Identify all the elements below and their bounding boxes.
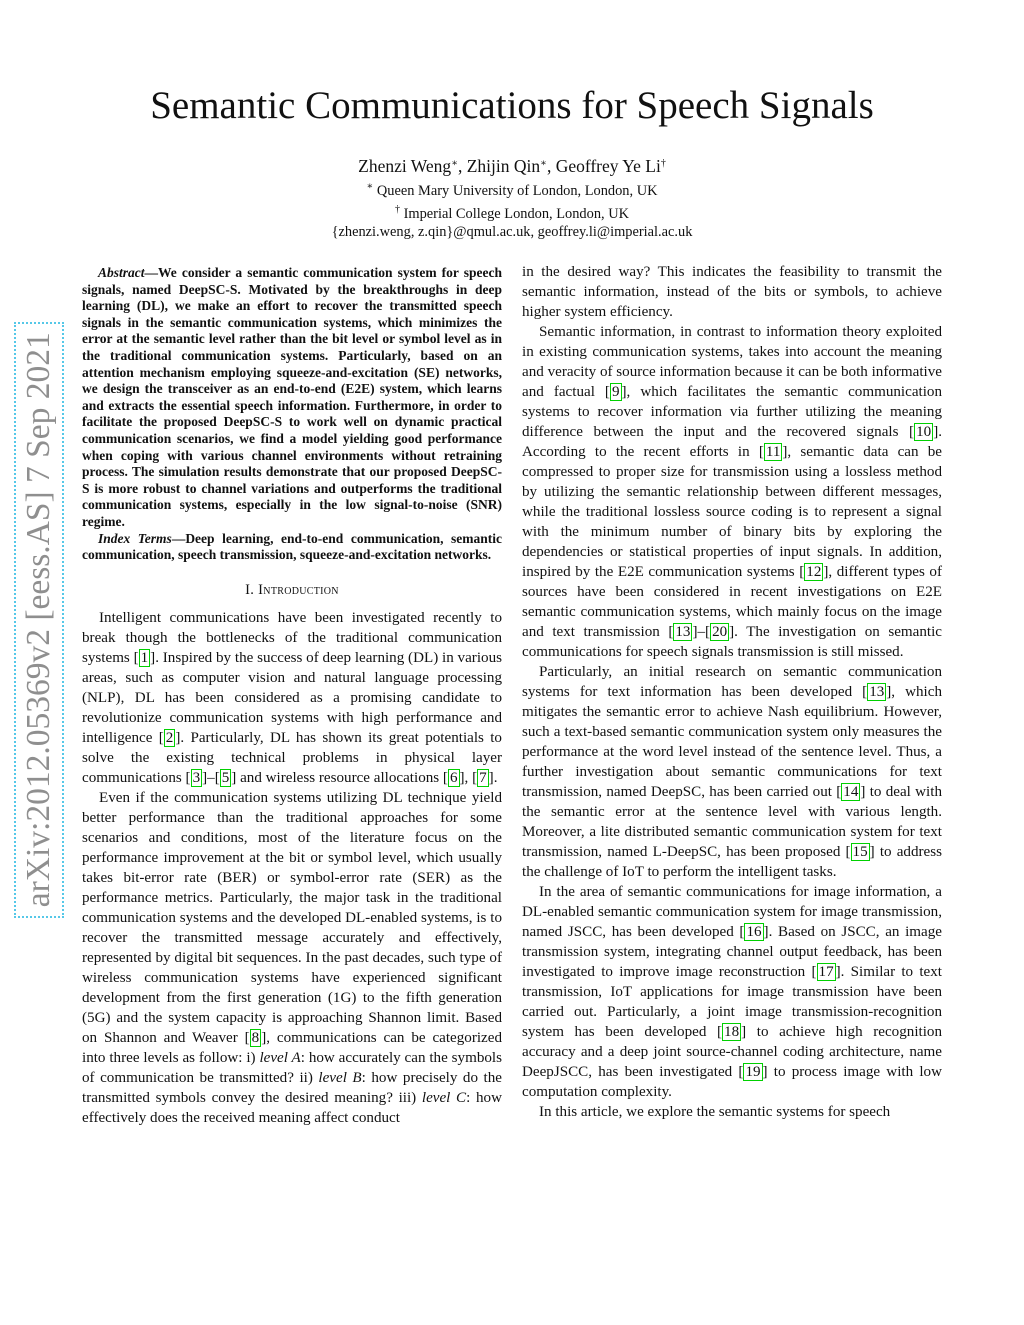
citation-link[interactable]: 15 xyxy=(852,844,868,860)
arxiv-identifier-stamp xyxy=(14,322,64,918)
citation-link[interactable]: 11 xyxy=(765,444,781,460)
text-run: ] and wireless resource allocations [ xyxy=(231,769,448,786)
paragraph xyxy=(522,882,942,1102)
text-run: ], semantic data can be compressed to proper size for transmission using a lossless method by utilizing the semantic relationship between different messages, while the traditional lossless source coding is to represent a signal with the minimum number of binary bits by exploring the dependencies or statistical properties of input signals. In addition, inspired by the E2E communication systems [ xyxy=(522,444,942,580)
affiliation-mark: † xyxy=(394,203,400,215)
abstract-label: Abstract xyxy=(98,265,145,280)
text-run: : how accurately can the symbols of communication be transmitted? ii) xyxy=(82,1049,502,1086)
emphasis: level C xyxy=(421,1089,467,1106)
text-run: : how precisely do the transmitted symbols convey the desired meaning? iii) xyxy=(82,1069,502,1106)
text-run: ] to address the challenge of IoT to perform the intelligent tasks. xyxy=(522,844,942,880)
citation-link[interactable]: 13 xyxy=(869,684,885,700)
text-run: ]. xyxy=(488,769,498,786)
citation-link[interactable]: 17 xyxy=(818,964,834,980)
paragraph-continuation: in the desired way? This indicates the feasibility to transmit the semantic information, instead of the bits or symbols, to achieve higher system efficiency. xyxy=(522,264,942,320)
text-run: ]. According to the recent efforts in [ xyxy=(522,424,942,460)
citation-link[interactable]: 3 xyxy=(192,769,201,786)
citation-link[interactable]: 14 xyxy=(843,784,859,800)
index-terms-label: Index Terms xyxy=(98,530,172,546)
author-name: Geoffrey Ye Li xyxy=(555,156,661,176)
citation-link[interactable]: 9 xyxy=(611,384,620,400)
paragraph xyxy=(82,788,502,1128)
author-mark: ∗ xyxy=(451,158,458,169)
citation-link[interactable]: 19 xyxy=(745,1064,761,1080)
citation-link[interactable]: 12 xyxy=(806,564,822,580)
text-run: Semantic information, in contrast to information theory exploited in existing communication systems, takes into account the meaning and veracity of source information because it can be both informative and factual [ xyxy=(522,324,942,400)
citation-link[interactable]: 10 xyxy=(916,424,932,440)
text-run: ], which facilitates the semantic communication systems to recover information via further utilizing the meaning difference between the input and the recovered signals [ xyxy=(522,384,942,440)
affiliation-text: Queen Mary University of London, London, UK xyxy=(376,183,658,199)
text-run: ], communications can be categorized into three levels as follow: i) xyxy=(82,1029,502,1066)
citation-link[interactable]: 7 xyxy=(479,769,487,786)
citation-link[interactable]: 2 xyxy=(165,729,174,746)
paragraph: In this article, we explore the semantic systems for speech xyxy=(539,1104,891,1120)
text-run: Particularly, an initial research on semantic communication systems for text information has been developed [ xyxy=(522,664,942,700)
text-run: ] to deal with the semantic error at the sentence level with various length. Moreover, a lite distributed semantic communication system for text transmission, named L-DeepSC, has been proposed [ xyxy=(522,784,942,860)
affiliation-mark: ∗ xyxy=(366,181,374,192)
left-column xyxy=(82,262,502,1128)
affiliation xyxy=(0,201,1024,224)
right-column xyxy=(522,262,942,1122)
abstract xyxy=(82,265,502,531)
text-run: ] to achieve high recognition accuracy and a deep joint source-channel coding architecture, name DeepJSCC, has been investigated [ xyxy=(522,1024,942,1080)
arxiv-identifier: arXiv:2012.05369v2 [eess.AS] 7 Sep 2021 xyxy=(20,332,58,908)
citation-link[interactable]: 20 xyxy=(712,624,728,640)
paper-title: Semantic Communications for Speech Signals xyxy=(150,84,874,127)
text-run: ], which mitigates the semantic error to achieve Nash equilibrium. However, such a text-based semantic communication system only measures the performance at the word level instead of the sentence level. Thus, a further investigation about semantic communications for text transmission, named DeepSC, has been carried out [ xyxy=(522,684,942,800)
text-run: ]. Based on JSCC, an image transmission system, integrating channel output feedback, has been investigated to improve image reconstruction [ xyxy=(522,924,942,980)
text-run: ]. Inspired by the success of deep learning (DL) in various areas, such as computer vision and natural language processing (NLP), DL has been considered as a promising candidate to revolutionize communication systems with high performance and intelligence [ xyxy=(82,649,502,746)
text-run: ]. Particularly, DL has shown its great potentials to solve the existing technical problems in physical layer communications [ xyxy=(82,729,502,786)
text-run: ]. Similar to text transmission, IoT applications for image transmission have been carried out. Particularly, a joint image transmission-recognition system has been developed [ xyxy=(522,964,942,1040)
index-terms xyxy=(82,531,502,564)
author-name: Zhenzi Weng xyxy=(358,156,452,176)
text-run: Intelligent communications have been investigated recently to break though the bottlenecks of the traditional communication systems [ xyxy=(82,609,502,666)
text-run: ], different types of sources have been considered in recent investigations on E2E semantic communication systems, which mainly focus on the image and text transmission [ xyxy=(522,564,942,640)
paragraph xyxy=(522,322,942,662)
author-block xyxy=(0,152,1024,242)
affiliation xyxy=(0,178,1024,201)
text-run: ]. The investigation on semantic communications for speech signals transmission is still missed. xyxy=(522,624,942,660)
citation-link[interactable]: 18 xyxy=(724,1024,740,1040)
emphasis: level A xyxy=(259,1049,301,1066)
author-mark: ∗ xyxy=(540,158,547,169)
citation-link[interactable]: 5 xyxy=(221,769,230,786)
text-run: ]–[ xyxy=(202,769,220,786)
text-run: : how effectively does the received meaning affect conduct xyxy=(82,1089,502,1126)
text-run: ], [ xyxy=(459,769,478,786)
paragraph xyxy=(82,608,502,788)
citation-link[interactable]: 16 xyxy=(746,924,762,940)
citation-link[interactable]: 6 xyxy=(449,769,458,786)
text-run: ] to process image with low computation complexity. xyxy=(522,1064,942,1100)
abstract-text: —We consider a semantic communication system for speech signals, named DeepSC-S. Motivated by the breakthroughs in deep learning (DL), we make an effort to recover the transmitted speech signals in the semantic communication systems, which minimizes the error at the semantic level rather than the bit level or symbol level as in the traditional communication systems. Particularly, based on an attention mechanism employing squeeze-and-excitation (SE) networks, we design the transceiver as an end-to-end (E2E) system, which learns and extracts the essential speech information. Furthermore, in order to facilitate the proposed DeepSC-S to work well on dynamic practical communication scenarios, we find a model yielding good performance when coping with various channel environments without retraining process. The simulation results demonstrate that our proposed DeepSC-S is more robust to channel variations and outperforms the traditional communication systems, especially in the low signal-to-noise (SNR) regime. xyxy=(82,265,502,529)
citation-link[interactable]: 1 xyxy=(140,649,149,666)
citation-link[interactable]: 13 xyxy=(675,624,691,640)
section-number: I. xyxy=(245,581,255,598)
citation-link[interactable]: 8 xyxy=(251,1029,260,1046)
section-heading xyxy=(82,580,502,600)
text-run: ]–[ xyxy=(692,624,711,640)
text-run: Even if the communication systems utilizing DL technique yield better performance than the traditional approaches for some scenarios and conditions, most of the literature focus on the performance improvement at the bit or symbol level, which usually takes bit-error rate (BER) or symbol-error rate (SER) as the performance metrics. Particularly, the major task in the traditional communication systems and the developed DL-enabled systems, is to recover the transmitted message accurately and effectively, represented by digital bit sequences. In the past decades, such type of wireless communication systems have experienced significant development from the first generation (1G) to the fifth generation (5G) and the system capacity is approaching Shannon limit. Based on Shannon and Weaver [ xyxy=(82,789,502,1046)
author-names: Zhenzi Weng∗, Zhijin Qin∗, Geoffrey Ye Li† xyxy=(358,156,666,176)
paragraph xyxy=(522,662,942,882)
section-title: Introduction xyxy=(258,581,339,598)
text-run: In the area of semantic communications for image information, a DL-enabled semantic communication system for image transmission, named JSCC, has been developed [ xyxy=(522,884,942,940)
author-name: Zhijin Qin xyxy=(466,156,541,176)
author-mark: † xyxy=(660,158,666,169)
author-emails: {zhenzi.weng, z.qin}@qmul.ac.uk, geoffrey.li@imperial.ac.uk xyxy=(331,224,693,240)
affiliation-text: Imperial College London, London, UK xyxy=(403,205,630,222)
index-terms-text: —Deep learning, end-to-end communication, semantic communication, speech transmission, squeeze-and-excitation networks. xyxy=(82,530,502,563)
emphasis: level B xyxy=(318,1069,362,1086)
